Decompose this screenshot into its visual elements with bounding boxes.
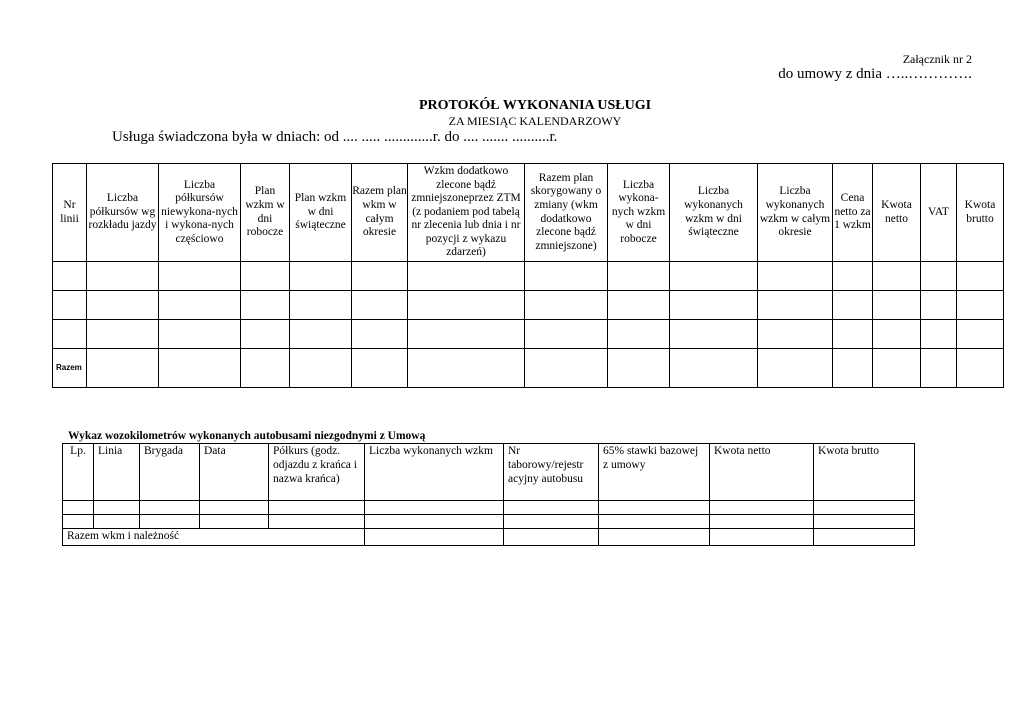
table-cell[interactable] xyxy=(140,501,200,515)
table-cell[interactable] xyxy=(670,262,758,291)
table-cell[interactable] xyxy=(833,320,873,349)
table-cell[interactable] xyxy=(814,515,915,529)
table-cell[interactable] xyxy=(814,529,915,546)
table-cell[interactable] xyxy=(365,501,504,515)
col-header: Cena netto za 1 wzkm xyxy=(833,164,873,262)
wykaz-title: Wykaz wozokilometrów wykonanych autobusami niezgodnymi z Umową xyxy=(68,430,426,442)
table-cell[interactable] xyxy=(290,291,352,320)
col-header: Plan wzkm w dni świąteczne xyxy=(290,164,352,262)
table-cell[interactable] xyxy=(159,291,241,320)
table-cell[interactable] xyxy=(94,501,140,515)
table-cell[interactable] xyxy=(87,349,159,388)
table-cell[interactable] xyxy=(525,320,608,349)
col-header: Wzkm dodatkowo zlecone bądź zmniejszoneprzez ZTM (z podaniem pod tabelą nr zlecenia lub dnia i nr pozycji z wykazu zdarzeń) xyxy=(408,164,525,262)
col-header: Kwota netto xyxy=(873,164,921,262)
table-row xyxy=(53,262,1004,291)
col-header: Liczba półkursów wg rozkładu jazdy xyxy=(87,164,159,262)
table-cell[interactable] xyxy=(957,262,1004,291)
table-cell[interactable] xyxy=(957,291,1004,320)
table-cell[interactable] xyxy=(269,501,365,515)
table-cell[interactable] xyxy=(241,320,290,349)
col-header: 65% stawki bazowej z umowy xyxy=(599,444,710,501)
table-cell[interactable] xyxy=(53,320,87,349)
col-header: Nr linii xyxy=(53,164,87,262)
col-header: Linia xyxy=(94,444,140,501)
table-cell[interactable] xyxy=(290,349,352,388)
table-cell[interactable] xyxy=(352,349,408,388)
table-cell[interactable] xyxy=(599,501,710,515)
table-cell[interactable] xyxy=(87,320,159,349)
table-cell[interactable] xyxy=(504,529,599,546)
table-cell[interactable] xyxy=(833,291,873,320)
total-row xyxy=(63,529,915,546)
table-cell[interactable] xyxy=(53,291,87,320)
table-cell[interactable] xyxy=(758,349,833,388)
table-cell[interactable] xyxy=(710,501,814,515)
table-cell[interactable] xyxy=(241,262,290,291)
table-cell[interactable] xyxy=(608,320,670,349)
table-cell[interactable] xyxy=(957,349,1004,388)
table-cell[interactable] xyxy=(873,291,921,320)
col-header: Półkurs (godz. odjazdu z krańca i nazwa krańca) xyxy=(269,444,365,501)
table-cell[interactable] xyxy=(758,320,833,349)
table-cell[interactable] xyxy=(352,291,408,320)
table-cell[interactable] xyxy=(833,262,873,291)
document-title: PROTOKÓŁ WYKONANIA USŁUGI xyxy=(418,98,652,113)
table-cell[interactable] xyxy=(758,262,833,291)
col-header: Brygada xyxy=(140,444,200,501)
table-cell[interactable] xyxy=(408,349,525,388)
table-cell[interactable] xyxy=(159,349,241,388)
table-cell[interactable] xyxy=(504,501,599,515)
wykaz-table xyxy=(62,443,915,546)
table-cell[interactable] xyxy=(200,501,269,515)
table-cell[interactable] xyxy=(758,291,833,320)
table-row xyxy=(53,291,1004,320)
col-header: Liczba wykonanych wzkm w dni świąteczne xyxy=(670,164,758,262)
contract-date-line: do umowy z dnia …..…………. xyxy=(778,66,972,82)
table-row xyxy=(53,320,1004,349)
col-header: Razem plan wkm w całym okresie xyxy=(352,164,408,262)
table-cell[interactable] xyxy=(599,515,710,529)
table-cell[interactable] xyxy=(599,529,710,546)
table-cell[interactable] xyxy=(200,515,269,529)
table-cell[interactable] xyxy=(670,349,758,388)
col-header: Data xyxy=(200,444,269,501)
col-header: Liczba wykona-nych wzkm w dni robocze xyxy=(608,164,670,262)
col-header: Razem plan skorygowany o zmiany (wkm dodatkowo zlecone bądź zmniejszone) xyxy=(525,164,608,262)
table-cell[interactable] xyxy=(269,515,365,529)
col-header: Nr taborowy/rejestr acyjny autobusu xyxy=(504,444,599,501)
table-cell[interactable] xyxy=(241,349,290,388)
annex-label: Załącznik nr 2 xyxy=(902,52,972,66)
table-cell[interactable] xyxy=(670,320,758,349)
total-label: Razem xyxy=(53,349,87,388)
col-header: Kwota brutto xyxy=(957,164,1004,262)
table-cell[interactable] xyxy=(94,515,140,529)
table-cell[interactable] xyxy=(525,349,608,388)
table-cell[interactable] xyxy=(921,262,957,291)
table-row xyxy=(63,515,915,529)
table-cell[interactable] xyxy=(290,262,352,291)
col-header: Liczba wykonanych wzkm xyxy=(365,444,504,501)
protocol-table xyxy=(52,163,1004,388)
col-header: Kwota brutto xyxy=(814,444,915,501)
table-cell[interactable] xyxy=(710,515,814,529)
table-cell[interactable] xyxy=(608,291,670,320)
document-subtitle: ZA MIESIĄC KALENDARZOWY xyxy=(448,114,622,128)
table-cell[interactable] xyxy=(670,291,758,320)
table-cell[interactable] xyxy=(352,262,408,291)
table-cell[interactable] xyxy=(63,515,94,529)
table-cell[interactable] xyxy=(140,515,200,529)
table-cell[interactable] xyxy=(87,262,159,291)
service-period-line: Usługa świadczona była w dniach: od .... ..... .............r. do .... ....... ..........r. xyxy=(112,129,558,145)
table-cell[interactable] xyxy=(873,349,921,388)
table-cell[interactable] xyxy=(365,515,504,529)
table-cell[interactable] xyxy=(608,262,670,291)
col-header: Liczba półkursów niewykona-nych i wykona-nych częściowo xyxy=(159,164,241,262)
table-cell[interactable] xyxy=(53,262,87,291)
table-cell[interactable] xyxy=(833,349,873,388)
table-cell[interactable] xyxy=(408,262,525,291)
total-label: Razem wkm i należność xyxy=(63,529,365,546)
col-header: VAT xyxy=(921,164,957,262)
table-cell[interactable] xyxy=(159,262,241,291)
table-cell[interactable] xyxy=(873,320,921,349)
table-cell[interactable] xyxy=(814,501,915,515)
table-cell[interactable] xyxy=(525,262,608,291)
table-cell[interactable] xyxy=(957,320,1004,349)
table-cell[interactable] xyxy=(873,262,921,291)
table-cell[interactable] xyxy=(159,320,241,349)
table-cell[interactable] xyxy=(87,291,159,320)
table-cell[interactable] xyxy=(63,501,94,515)
table-cell[interactable] xyxy=(352,320,408,349)
table-row xyxy=(63,501,915,515)
table-cell[interactable] xyxy=(290,320,352,349)
total-row xyxy=(53,349,1004,388)
table-cell[interactable] xyxy=(608,349,670,388)
col-header: Liczba wykonanych wzkm w całym okresie xyxy=(758,164,833,262)
table-cell[interactable] xyxy=(921,349,957,388)
table-cell[interactable] xyxy=(504,515,599,529)
table-cell[interactable] xyxy=(408,320,525,349)
col-header: Kwota netto xyxy=(710,444,814,501)
table-cell[interactable] xyxy=(525,291,608,320)
col-header: Lp. xyxy=(63,444,94,501)
wykaz-table-header xyxy=(63,444,915,501)
table-cell[interactable] xyxy=(710,529,814,546)
table-cell[interactable] xyxy=(408,291,525,320)
table-cell[interactable] xyxy=(365,529,504,546)
col-header: Plan wzkm w dni robocze xyxy=(241,164,290,262)
table-cell[interactable] xyxy=(921,291,957,320)
table-cell[interactable] xyxy=(241,291,290,320)
protocol-table-header xyxy=(53,164,1004,262)
table-cell[interactable] xyxy=(921,320,957,349)
